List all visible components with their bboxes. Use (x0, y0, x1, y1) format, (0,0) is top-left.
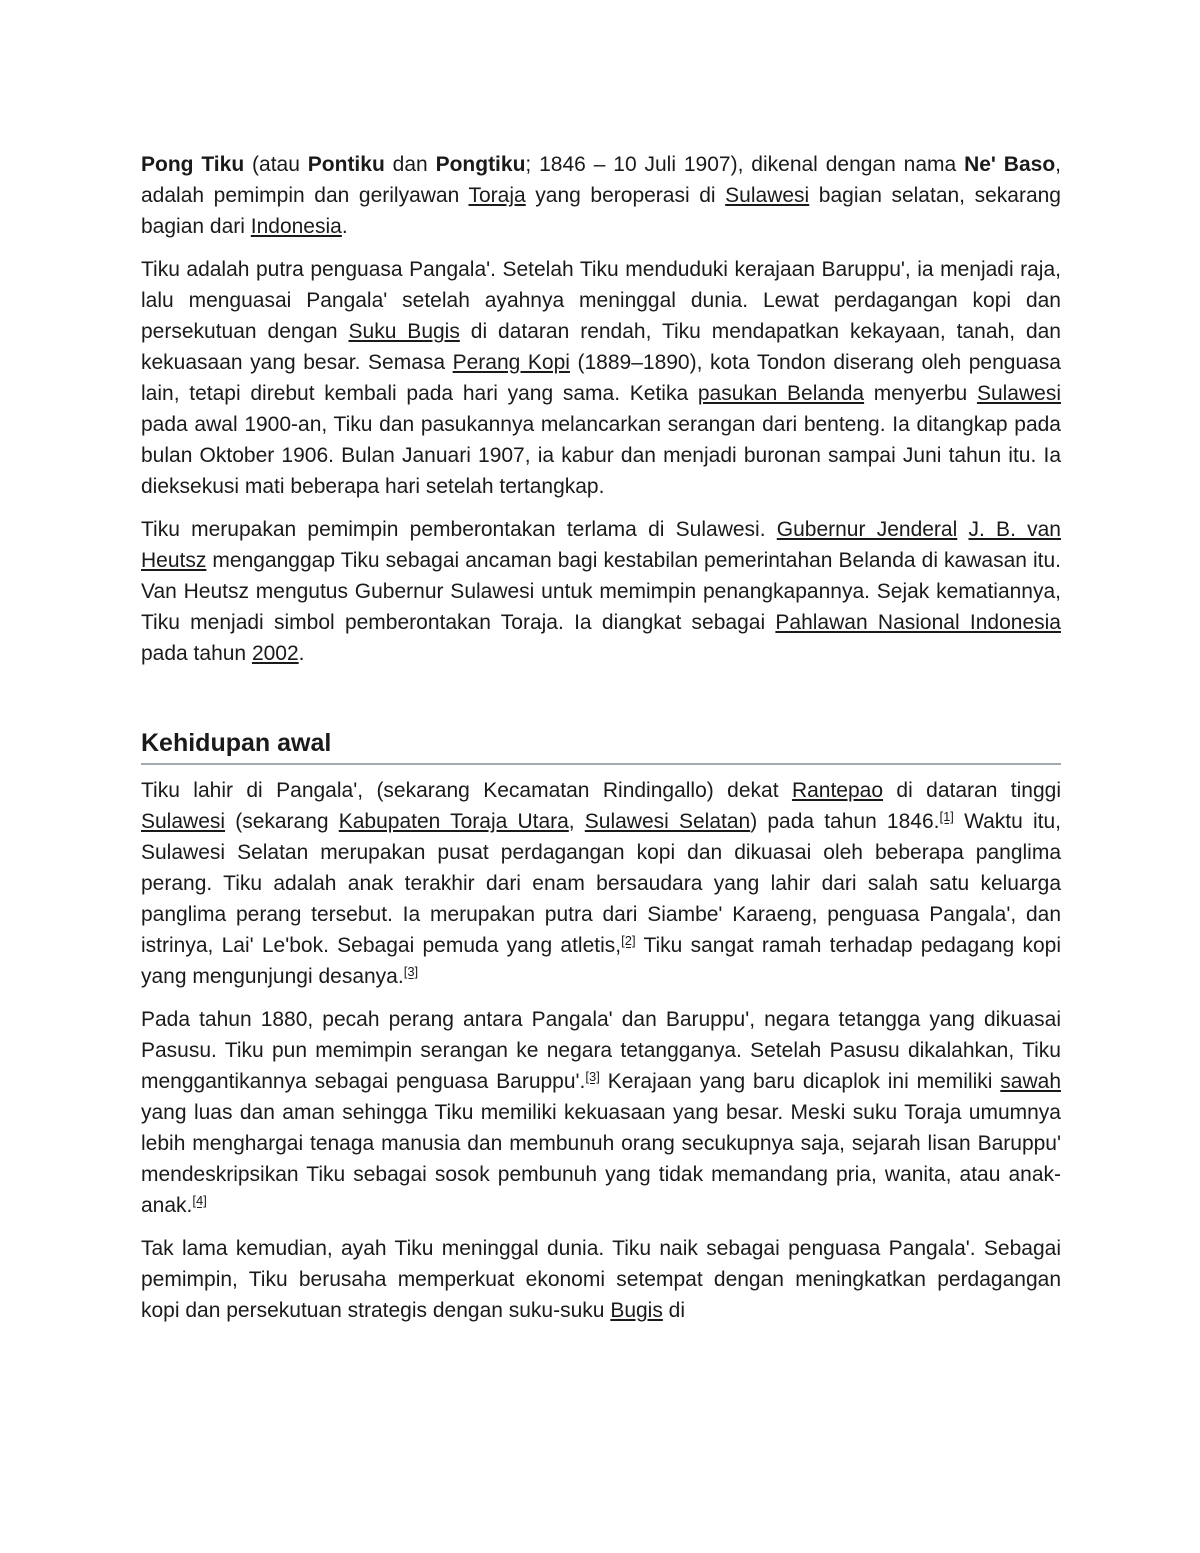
text-run: Tiku sangat ramah terhadap pedagang kopi yang mengunjungi desanya. (141, 934, 1061, 988)
citation (621, 933, 635, 948)
citation (192, 1193, 206, 1208)
text-run: menyerbu (864, 382, 977, 405)
citation-link[interactable]: [3] (585, 1069, 600, 1084)
text-run: (atau (244, 153, 308, 176)
text-run: (1889–1890), kota Tondon diserang oleh penguasa lain, tetapi direbut kembali pada hari yang sama. Ketika (141, 351, 1061, 405)
text-run: , (568, 810, 585, 833)
text-run: Tak lama kemudian, ayah Tiku meninggal dunia. Tiku naik sebagai penguasa Pangala'. Sebagai pemimpin, Tiku berusaha memperkuat ekonomi setempat dengan meningkatkan perdagangan kopi dan persekutuan strategis dengan suku-suku (141, 1237, 1061, 1322)
section-paragraph-2 (141, 1004, 1061, 1221)
link-kabupaten-toraja-utara[interactable]: Kabupaten Toraja Utara (338, 810, 569, 833)
link-sawah[interactable]: sawah (1000, 1070, 1061, 1093)
link-suku-bugis[interactable]: Suku Bugis (348, 320, 460, 343)
text-run: menganggap Tiku sebagai ancaman bagi kestabilan pemerintahan Belanda di kawasan itu. Van Heutsz mengutus Gubernur Sulawesi untuk memimpin penangkapannya. Sejak kematiannya, Tiku menjadi simbol pemberontakan Toraja. Ia diangkat sebagai (141, 549, 1061, 634)
text-run: Tiku lahir di Pangala', (sekarang Kecamatan Rindingallo) dekat (141, 779, 792, 802)
section-paragraph-3 (141, 1233, 1061, 1326)
text-run: Tiku merupakan pemimpin pemberontakan terlama di Sulawesi. (141, 518, 777, 541)
text-run: . (341, 215, 348, 238)
citation-link[interactable]: [1] (939, 809, 954, 824)
text-run (957, 518, 968, 541)
citation (404, 964, 418, 979)
text-run: di dataran tinggi (883, 779, 1061, 802)
text-run: di (662, 1299, 686, 1322)
citation-link[interactable]: [2] (621, 933, 636, 948)
link-toraja[interactable]: Toraja (468, 184, 526, 207)
link-pahlawan-nasional[interactable]: Pahlawan Nasional Indonesia (775, 611, 1061, 634)
section-paragraph-1 (141, 775, 1061, 992)
citation (585, 1069, 599, 1084)
text-run: ) pada tahun 1846. (750, 810, 940, 833)
intro-paragraph-1 (141, 149, 1061, 242)
text-run: dan (384, 153, 436, 176)
text-run: Kerajaan yang baru dicaplok ini memiliki (599, 1070, 1001, 1093)
link-sulawesi[interactable]: Sulawesi (976, 382, 1061, 405)
link-2002[interactable]: 2002 (251, 642, 299, 665)
citation-link[interactable]: [4] (192, 1193, 207, 1208)
text-run: , adalah pemimpin dan gerilyawan (141, 153, 1061, 207)
alias-name: Pongtiku (435, 153, 526, 176)
text-run: Tiku adalah putra penguasa Pangala'. Setelah Tiku menduduki kerajaan Baruppu', ia menjadi raja, lalu menguasai Pangala' setelah ayahnya meninggal dunia. Lewat perdagangan kopi dan persekutuan dengan (141, 258, 1061, 343)
article-body (141, 149, 1061, 1338)
text-run: yang luas dan aman sehingga Tiku memiliki kekuasaan yang besar. Meski suku Toraja umumnya lebih menghargai tenaga manusia dan membunuh orang secukupnya saja, sejarah lisan Baruppu' mendeskripsikan Tiku sebagai sosok pembunuh yang tidak memandang pria, wanita, atau anak-anak. (141, 1101, 1061, 1217)
section-heading: Kehidupan awal (141, 727, 1061, 765)
link-pasukan-belanda[interactable]: pasukan Belanda (697, 382, 865, 405)
link-bugis[interactable]: Bugis (610, 1299, 663, 1322)
link-indonesia[interactable]: Indonesia (250, 215, 342, 238)
citation (939, 809, 953, 824)
text-run: . (298, 642, 305, 665)
link-perang-kopi[interactable]: Perang Kopi (452, 351, 570, 374)
intro-paragraph-3 (141, 514, 1061, 669)
text-run: Pada tahun 1880, pecah perang antara Pangala' dan Baruppu', negara tetangga yang dikuasai Pasusu. Tiku pun memimpin serangan ke negara tetangganya. Setelah Pasusu dikalahkan, Tiku menggantikannya sebagai penguasa Baruppu'. (141, 1008, 1061, 1093)
text-run: pada tahun (141, 642, 252, 665)
intro-paragraph-2 (141, 254, 1061, 502)
link-gubernur-jenderal[interactable]: Gubernur Jenderal (776, 518, 958, 541)
text-run: Waktu itu, Sulawesi Selatan merupakan pusat perdagangan kopi dan dikuasai oleh beberapa panglima perang. Tiku adalah anak terakhir dari enam bersaudara yang lahir dari salah satu keluarga panglima perang tersebut. Ia merupakan putra dari Siambe' Karaeng, penguasa Pangala', dan istrinya, Lai' Le'bok. Sebagai pemuda yang atletis, (141, 810, 1061, 957)
link-van-heutsz[interactable]: J. B. van Heutsz (141, 518, 1061, 572)
link-sulawesi[interactable]: Sulawesi (725, 184, 810, 207)
text-run: ; 1846 – 10 Juli 1907), dikenal dengan nama (525, 153, 965, 176)
article-subject-name: Pong Tiku (141, 153, 245, 176)
link-rantepao[interactable]: Rantepao (791, 779, 884, 802)
link-sulawesi[interactable]: Sulawesi (141, 810, 226, 833)
alias-name: Pontiku (307, 153, 385, 176)
alias-name: Ne' Baso (964, 153, 1056, 176)
text-run: bagian selatan, sekarang bagian dari (141, 184, 1061, 238)
text-run: di dataran rendah, Tiku mendapatkan kekayaan, tanah, dan kekuasaan yang besar. Semasa (141, 320, 1061, 374)
link-sulawesi-selatan[interactable]: Sulawesi Selatan (584, 810, 751, 833)
text-run: pada awal 1900-an, Tiku dan pasukannya melancarkan serangan dari benteng. Ia ditangkap pada bulan Oktober 1906. Bulan Januari 1907, ia kabur dan menjadi buronan sampai Juni tahun itu. Ia dieksekusi mati beberapa hari setelah tertangkap. (141, 413, 1061, 498)
citation-link[interactable]: [3] (403, 964, 419, 979)
text-run: (sekarang (225, 810, 339, 833)
text-run: yang beroperasi di (525, 184, 726, 207)
